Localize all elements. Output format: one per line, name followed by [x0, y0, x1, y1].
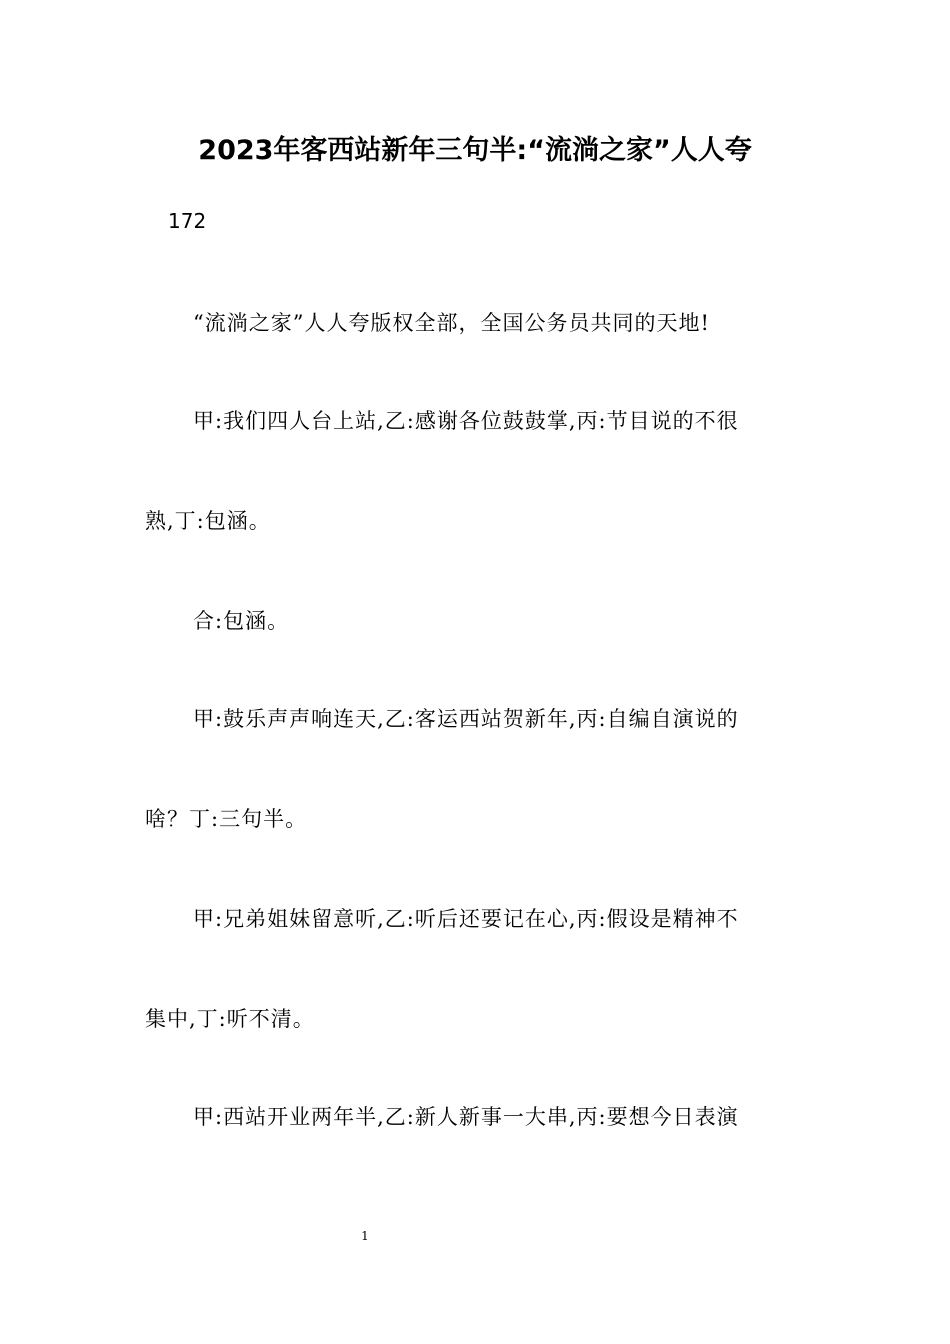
paragraph-line: 甲:我们四人台上站,乙:感谢各位鼓鼓掌,丙:节目说的不很	[193, 409, 739, 433]
paragraph-line: 集中,丁:听不清。	[145, 1007, 315, 1031]
document-meta-number: 172	[168, 209, 207, 233]
document-title: 2023年客西站新年三句半:“流淌之家”人人夸	[198, 135, 752, 166]
paragraph-line: 合:包涵。	[193, 609, 290, 633]
page-number: 1	[361, 1229, 369, 1243]
paragraph-line: 甲:鼓乐声声响连天,乙:客运西站贺新年,丙:自编自演说的	[193, 707, 739, 731]
paragraph-line: 甲:西站开业两年半,乙:新人新事一大串,丙:要想今日表演	[193, 1105, 739, 1129]
paragraph-line: “流淌之家”人人夸版权全部，全国公务员共同的天地!	[193, 311, 710, 335]
paragraph-line: 熟,丁:包涵。	[145, 509, 271, 533]
paragraph-line: 甲:兄弟姐妹留意听,乙:听后还要记在心,丙:假设是精神不	[193, 907, 739, 931]
paragraph-line: 啥？丁:三句半。	[145, 807, 308, 831]
